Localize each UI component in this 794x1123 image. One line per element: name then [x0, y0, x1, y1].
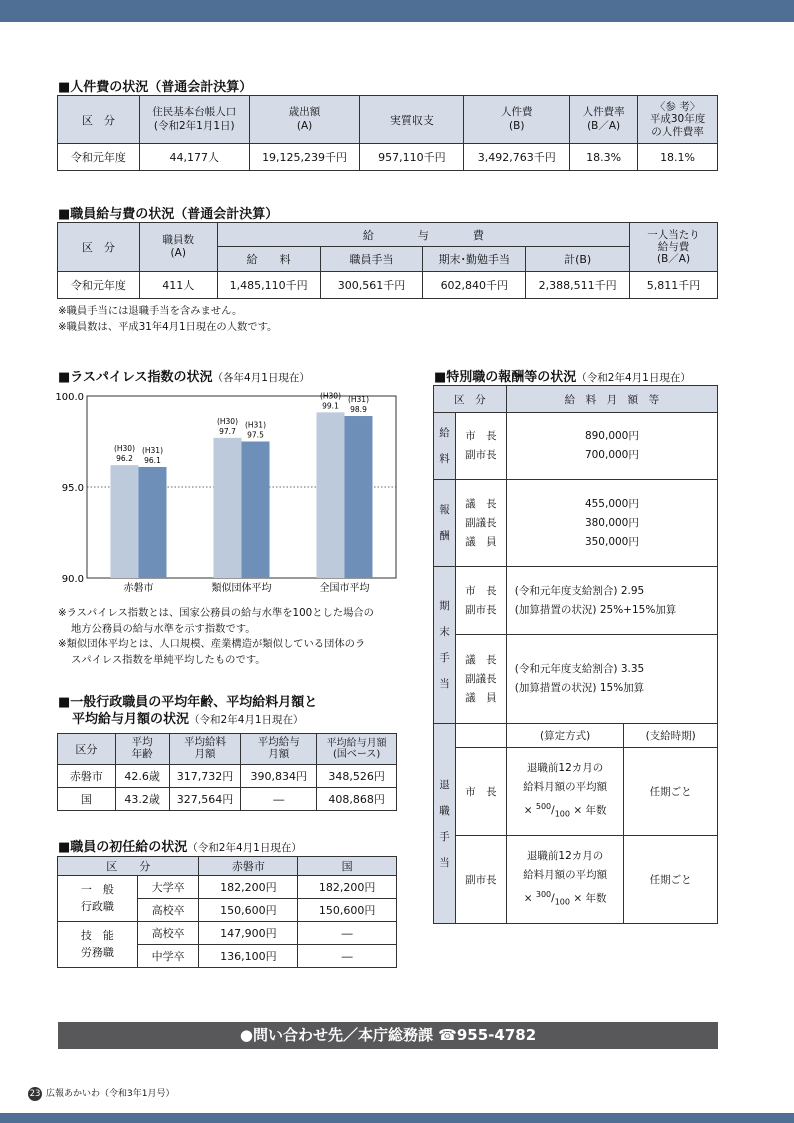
- y-tick-label: 95.0: [61, 483, 84, 494]
- cell: 408,868円: [317, 788, 397, 811]
- cell: 令和元年度: [58, 272, 140, 299]
- cell: 136,100円: [199, 945, 298, 968]
- salary-cost-title: ■職員給与費の状況（普通会計決算）: [58, 207, 279, 222]
- formula-mayor: 退職前12カ月の 給料月額の平均額 × $^{500}/_{100}$ × 年数: [506, 748, 624, 836]
- cell: 高校卒: [137, 922, 199, 945]
- bar: [139, 467, 167, 578]
- page-number: 23: [29, 1089, 41, 1099]
- category-hou: 報 酬: [434, 480, 456, 567]
- cell: 390,834円: [241, 765, 317, 788]
- salary-cost-table: [57, 222, 718, 299]
- header-staff-count: 職員数 (A): [139, 223, 217, 272]
- avg-salary-title: ■一般行政職員の平均年齢、平均給料月額と 平均給与月額の状況（令和2年4月1日現在）: [58, 695, 318, 727]
- formula-deputy: 退職前12カ月の 給料月額の平均額 × $^{300}/_{100}$ × 年数: [506, 836, 624, 924]
- cell: ―: [298, 922, 397, 945]
- cell: 150,600円: [199, 899, 298, 922]
- bar: [111, 465, 139, 578]
- cell: 5,811千円: [630, 272, 718, 299]
- page-footer: 23 広報あかいわ（令和3年1月号）: [29, 1089, 175, 1099]
- starting-salary-title: ■職員の初任給の状況（令和2年4月1日現在）: [58, 840, 302, 855]
- x-tick-label: 全国市平均: [319, 583, 370, 594]
- top-band: [0, 0, 794, 22]
- cell: 44,177人: [139, 144, 249, 171]
- data-label: 98.9: [350, 405, 367, 415]
- personnel-cost-table: [57, 95, 718, 171]
- contact-bar: ●問い合わせ先／本庁総務課 ☎955-4782: [58, 1022, 718, 1049]
- cell: 602,840千円: [423, 272, 526, 299]
- header-base-pay: 給 料: [217, 247, 320, 272]
- header: 赤磐市: [199, 857, 298, 876]
- laspeyres-chart: [55, 391, 398, 596]
- header-timing: (支給時期): [624, 724, 718, 748]
- bar: [242, 442, 270, 579]
- bar: [317, 412, 345, 578]
- personnel-cost-title: ■人件費の状況（普通会計決算）: [58, 80, 253, 95]
- header-total: 計(B): [526, 247, 630, 272]
- bottom-band: [0, 1113, 794, 1123]
- header-population: 住民基本台帳人口 (令和2年1月1日): [139, 96, 249, 144]
- data-label: 96.1: [144, 455, 161, 465]
- cell: 182,200円: [199, 876, 298, 899]
- cell: 大学卒: [137, 876, 199, 899]
- header-balance: 実質収支: [360, 96, 464, 144]
- x-tick-label: 赤磐市: [123, 583, 154, 594]
- header-bonus: 期末･勤勉手当: [423, 247, 526, 272]
- cell: 市 長: [455, 748, 506, 836]
- note: ※職員手当には退職手当を含みません。: [58, 305, 243, 317]
- header: 国: [298, 857, 397, 876]
- data-label: 96.2: [116, 454, 133, 464]
- y-tick-label: 100.0: [55, 392, 84, 403]
- header-amount: 給 料 月 額 等: [506, 386, 717, 413]
- group-admin: 一 般 行政職: [58, 876, 138, 922]
- group-labor: 技 能 労務職: [58, 922, 138, 968]
- series-label: (H31): [141, 445, 164, 455]
- cell: 300,561千円: [320, 272, 423, 299]
- header-per-person: 一人当たり 給与費 (B／A): [630, 223, 718, 272]
- cell: 411人: [139, 272, 217, 299]
- cell: 42.6歳: [115, 765, 169, 788]
- cell: 赤磐市: [58, 765, 116, 788]
- cell: 3,492,763千円: [464, 144, 570, 171]
- cell: 43.2歳: [115, 788, 169, 811]
- cell: 18.1%: [638, 144, 718, 171]
- special-position-table: 区 分 給 料 月 額 等 給 料 市 長 副市長 890,000円 700,000円 報 酬 議 長 副議長 議 員 455,000円 380,000円 350,000円 期 末 手 当 市 長 副市長 (令和元年度支給割合) 2.95 (加算措置の状況) 25%+15%加算 議 長 副議長 議 員 (令和元年度支給割合) 3.35 (加算措置の状況) 15%加算 退 職 手 当 (算定方式) (支給時期) 市 長 退職前12カ月の 給料月額の平均額 × $^{500}/_{100}$ × 年数 任期ごと 副市長 退職前12カ月の 給料月額の平均額 × $^{300}/_{100}$ × 年数 任期ごと: [433, 385, 718, 924]
- cell: 147,900円: [199, 922, 298, 945]
- header-kubun: 区 分: [58, 223, 140, 272]
- header-kubun: 区 分: [58, 96, 140, 144]
- bar: [214, 438, 242, 578]
- laspeyres-title: ■ラスパイレス指数の状況（各年4月1日現在）: [58, 370, 310, 385]
- cell: 任期ごと: [624, 836, 718, 924]
- cell: 国: [58, 788, 116, 811]
- category-kyu: 給 料: [434, 413, 456, 480]
- note: ※職員数は、平成31年4月1日現在の人数です。: [58, 321, 278, 333]
- header-expenditure: 歳出額 (A): [249, 96, 360, 144]
- cell: 2,388,511千円: [526, 272, 630, 299]
- series-label: (H31): [244, 420, 267, 430]
- header-allowance: 職員手当: [320, 247, 423, 272]
- header-salary-group: 給 与 費: [217, 223, 629, 247]
- cell: 182,200円: [298, 876, 397, 899]
- cell: 任期ごと: [624, 748, 718, 836]
- cell: 957,110千円: [360, 144, 464, 171]
- avg-salary-table: 区分 平均 年齢 平均給料 月額 平均給与 月額 平均給与月額 (国ベース) 赤磐市 42.6歳 317,732円 390,834円 348,526円 国 43.2歳 327,564円 ― 408,868円: [57, 733, 397, 811]
- series-label: (H30): [113, 444, 136, 454]
- data-label: 97.7: [219, 426, 236, 436]
- x-tick-label: 類似団体平均: [211, 583, 272, 594]
- cell: 317,732円: [169, 765, 241, 788]
- cell: ―: [298, 945, 397, 968]
- starting-salary-table: [57, 856, 397, 968]
- y-tick-label: 90.0: [61, 574, 84, 585]
- series-label: (H30): [319, 391, 342, 401]
- cell: 348,526円: [317, 765, 397, 788]
- cell: 19,125,239千円: [249, 144, 360, 171]
- cell: 中学卒: [137, 945, 199, 968]
- special-position-title: ■特別職の報酬等の状況（令和2年4月1日現在）: [434, 370, 691, 385]
- series-label: (H30): [216, 416, 239, 426]
- cell: 副市長: [455, 836, 506, 924]
- category-taishoku: 退 職 手 当: [434, 724, 456, 924]
- category-kimatsu: 期 末 手 当: [434, 567, 456, 724]
- header-reference: 〈参 考〉 平成30年度 の人件費率: [638, 96, 718, 144]
- cell: 令和元年度: [58, 144, 140, 171]
- cell: 18.3%: [570, 144, 638, 171]
- cell: 1,485,110千円: [217, 272, 320, 299]
- header: 区分: [58, 734, 116, 765]
- header-rate: 人件費率 (B／A): [570, 96, 638, 144]
- cell: 150,600円: [298, 899, 397, 922]
- cell: 高校卒: [137, 899, 199, 922]
- cell: ―: [241, 788, 317, 811]
- header-personnel-cost: 人件費 (B): [464, 96, 570, 144]
- header: 区 分: [58, 857, 199, 876]
- data-label: 99.1: [322, 401, 339, 411]
- header-kubun: 区 分: [434, 386, 507, 413]
- laspeyres-notes: ※ラスパイレス指数とは、国家公務員の給与水準を100とした場合の 地方公務員の給与水準を示す指数です。 ※類似団体平均とは、人口規模、産業構造が類似している団体のラ スパイレス指数を単純平均したものです。: [58, 607, 374, 666]
- header-formula: (算定方式): [506, 724, 624, 748]
- bar: [345, 416, 373, 578]
- cell: 327,564円: [169, 788, 241, 811]
- data-label: 97.5: [247, 430, 264, 440]
- series-label: (H31): [347, 395, 370, 405]
